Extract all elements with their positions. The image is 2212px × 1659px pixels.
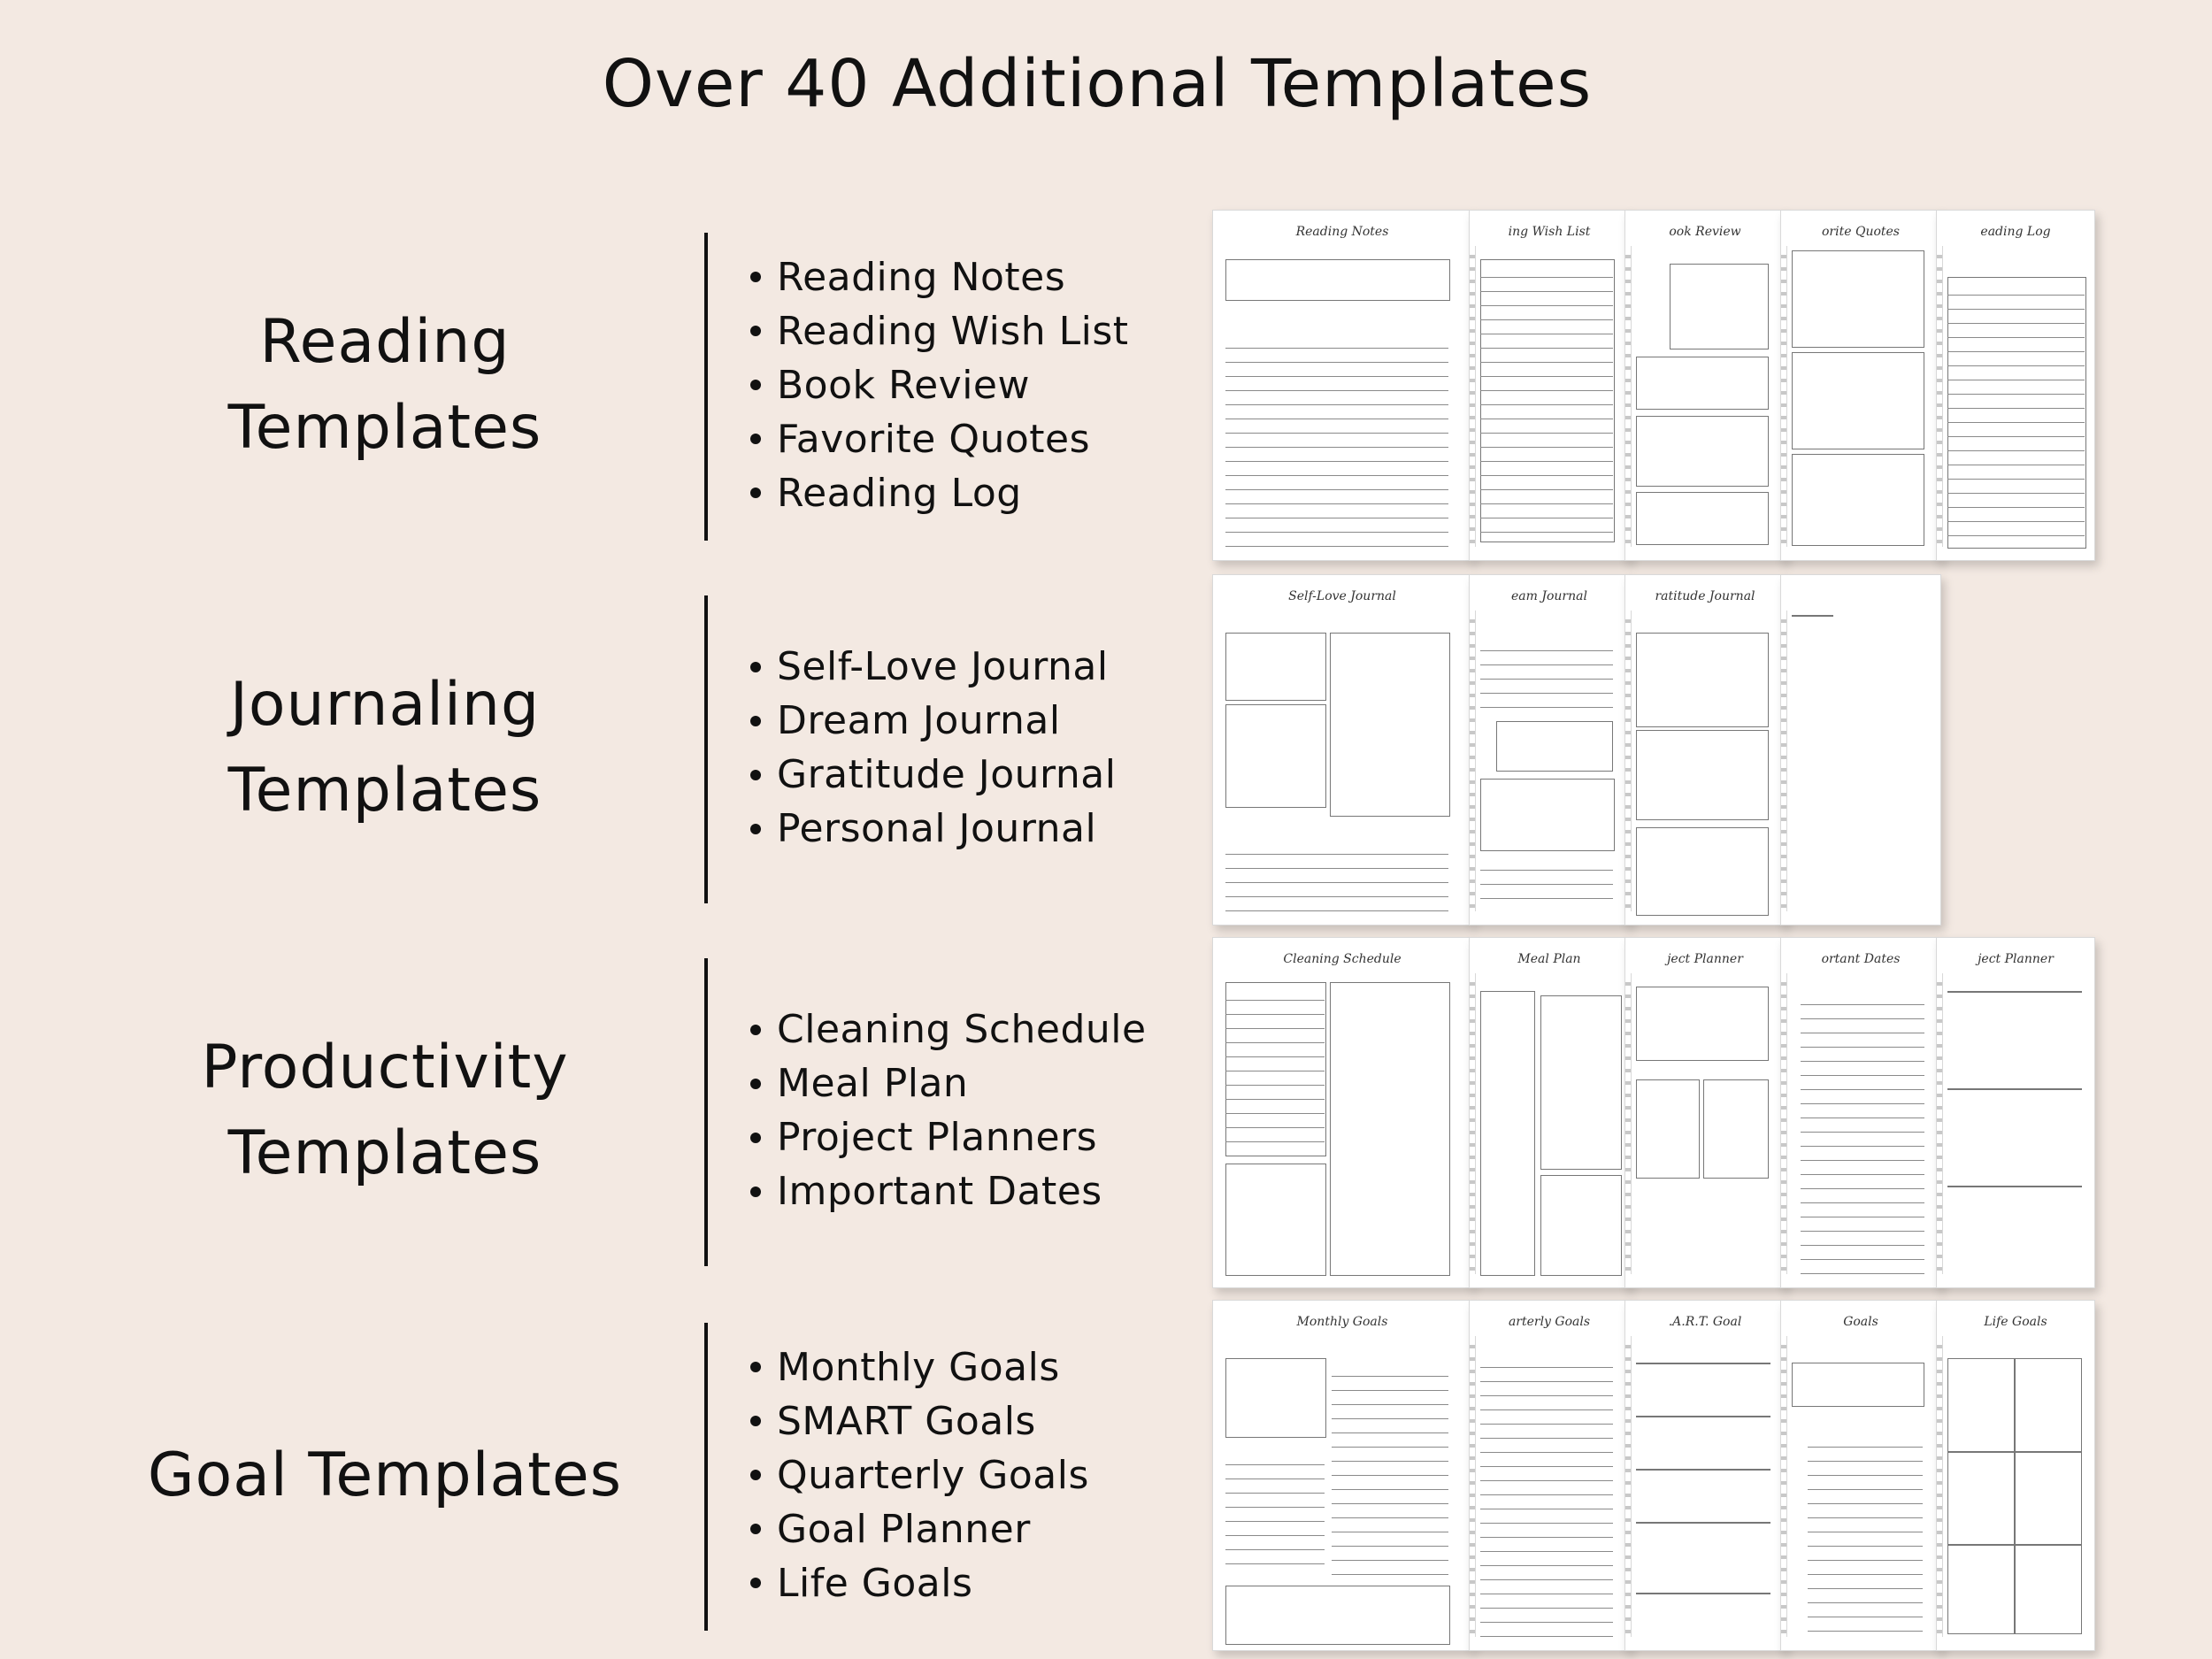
reading-templates-section xyxy=(0,226,2212,544)
template-preview-sheet: Cleaning Schedule xyxy=(1212,937,1472,1288)
list-item: Book Review xyxy=(741,358,1219,412)
template-list xyxy=(741,951,1219,1270)
template-preview-sheet: Self-Love Journal xyxy=(1212,574,1472,926)
template-preview-sheet: Reading Notes xyxy=(1212,210,1472,561)
template-preview-sheet: eam Journal xyxy=(1469,574,1630,926)
template-preview-sheet: Meal Plan xyxy=(1469,937,1630,1288)
template-preview-sheet: eading Log xyxy=(1936,210,2095,561)
template-previews xyxy=(1212,937,2097,1291)
template-preview-sheet: ject Planner xyxy=(1624,937,1786,1288)
template-previews xyxy=(1212,1300,2097,1654)
template-preview-sheet: ject Planner xyxy=(1936,937,2095,1288)
journaling-templates-section xyxy=(0,588,2212,907)
list-item: Dream Journal xyxy=(741,694,1219,748)
list-item: Life Goals xyxy=(741,1556,1219,1610)
template-preview-sheet: orite Quotes xyxy=(1780,210,1941,561)
template-preview-sheet: .A.R.T. Goal xyxy=(1624,1300,1786,1651)
template-preview-sheet: ratitude Journal xyxy=(1624,574,1786,926)
category-title: Journaling Templates xyxy=(227,670,542,826)
template-preview-sheet xyxy=(1780,574,1941,926)
list-item: Reading Log xyxy=(741,466,1219,520)
list-item: Favorite Quotes xyxy=(741,412,1219,466)
list-item: Project Planners xyxy=(741,1110,1219,1164)
template-preview-sheet: Goals xyxy=(1780,1300,1941,1651)
template-previews xyxy=(1212,210,2097,564)
list-item: Personal Journal xyxy=(741,802,1219,856)
category-title: Goal Templates xyxy=(147,1440,623,1510)
template-preview-sheet: Life Goals xyxy=(1936,1300,2095,1651)
template-preview-sheet: arterly Goals xyxy=(1469,1300,1630,1651)
template-list xyxy=(741,588,1219,907)
divider xyxy=(704,233,708,541)
template-previews xyxy=(1212,574,2097,928)
productivity-templates-section xyxy=(0,951,2212,1270)
template-preview-sheet: Monthly Goals xyxy=(1212,1300,1472,1651)
template-list xyxy=(741,1316,1219,1634)
list-item: Meal Plan xyxy=(741,1056,1219,1110)
template-preview-sheet: ortant Dates xyxy=(1780,937,1941,1288)
template-preview-sheet: ing Wish List xyxy=(1469,210,1630,561)
category-title: Reading Templates xyxy=(227,307,542,463)
list-item: Gratitude Journal xyxy=(741,748,1219,802)
list-item: Cleaning Schedule xyxy=(741,1002,1219,1056)
page-title: Over 40 Additional Templates xyxy=(602,46,1593,122)
goal-templates-section xyxy=(0,1316,2212,1634)
template-preview-sheet: ook Review xyxy=(1624,210,1786,561)
list-item: Reading Notes xyxy=(741,250,1219,304)
list-item: Important Dates xyxy=(741,1164,1219,1218)
divider xyxy=(704,595,708,903)
category-title: Productivity Templates xyxy=(201,1033,569,1188)
divider xyxy=(704,958,708,1266)
list-item: SMART Goals xyxy=(741,1394,1219,1448)
list-item: Monthly Goals xyxy=(741,1340,1219,1394)
list-item: Quarterly Goals xyxy=(741,1448,1219,1502)
template-list xyxy=(741,226,1219,544)
divider xyxy=(704,1323,708,1631)
list-item: Self-Love Journal xyxy=(741,640,1219,694)
list-item: Reading Wish List xyxy=(741,304,1219,358)
list-item: Goal Planner xyxy=(741,1502,1219,1556)
